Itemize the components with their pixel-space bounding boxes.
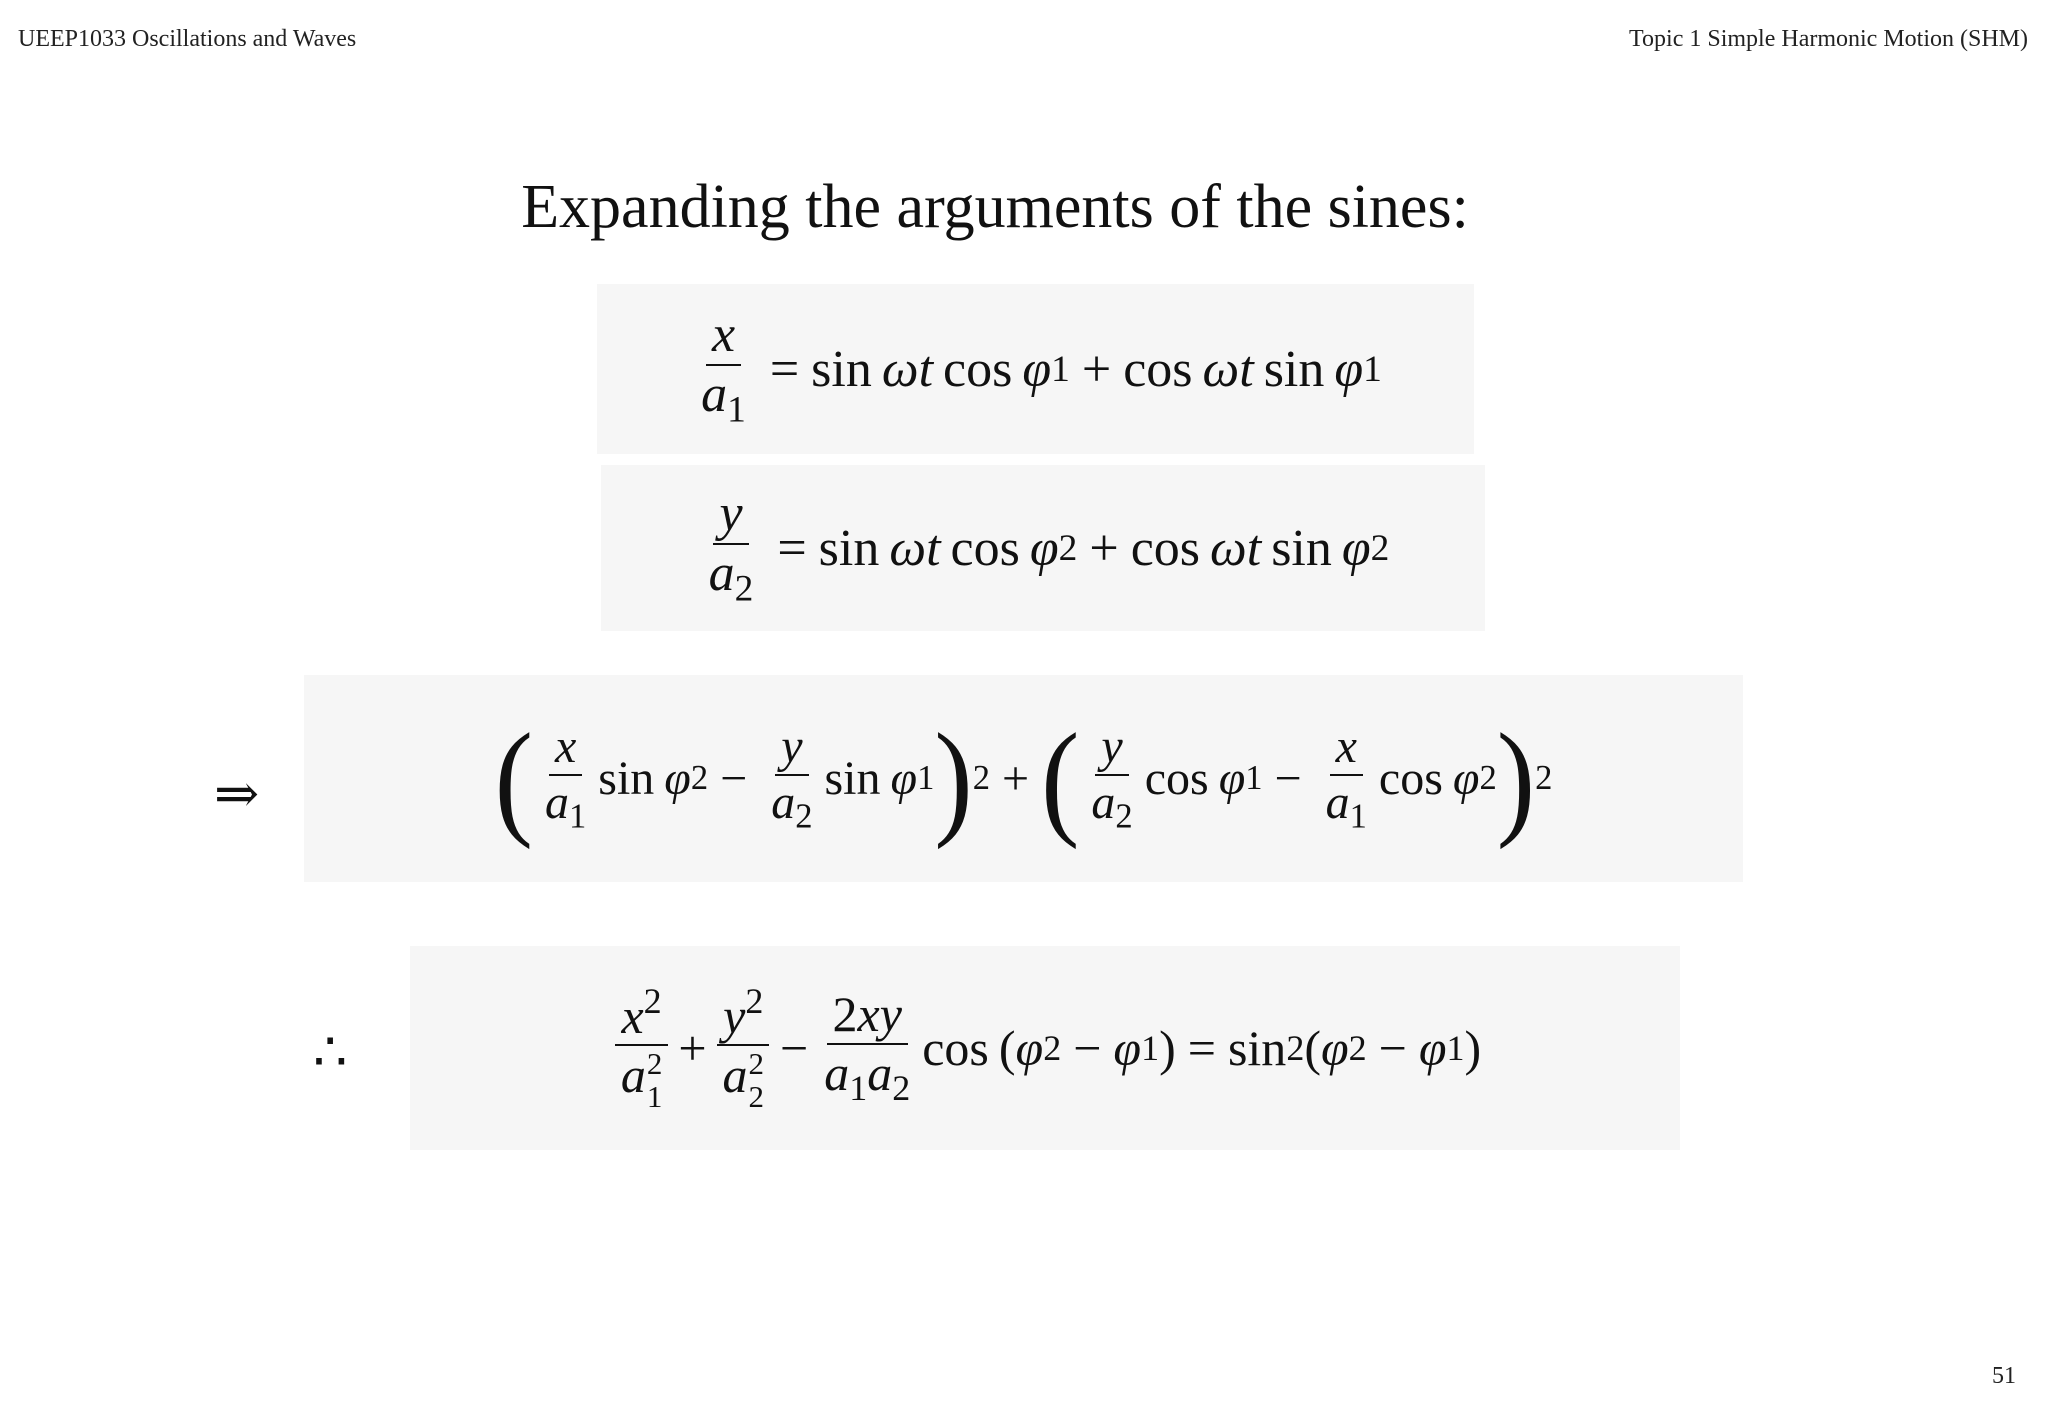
therefore-symbol: ∴: [313, 1022, 348, 1082]
equation-ellipse-box: [410, 946, 1680, 1150]
page-number: 51: [1992, 1363, 2016, 1389]
slide-title: Expanding the arguments of the sines:: [521, 173, 1469, 241]
equation-ellipse: $x^2$ a 2 1 + $y^2$ a 2 2 − $\frac{2xy}{a_1a_2}$ cos ( φ 2 − φ 1 ) = sin 2 ( φ 2 − φ 1 ): [410, 946, 1680, 1150]
equation-y-box: [601, 465, 1485, 631]
course-header: UEEP1033 Oscillations and Waves: [18, 26, 357, 52]
implies-symbol: ⇒: [214, 764, 260, 824]
equation-y: $\frac{y}{a_2}$ = sin ωt cos φ 2 + cos ωt sin φ 2: [708, 484, 1390, 610]
equation-x: $\frac{x}{a_1}$ = sin ωt cos φ 1 + cos ωt sin φ 1: [701, 305, 1382, 431]
topic-header: Topic 1 Simple Harmonic Motion (SHM): [1629, 26, 2028, 52]
equation-squared-sum: ( $\frac{x}{a_1}$ sin φ 2 − $\frac{y}{a_2}$ sin φ 1 ) 2 + ( $\frac{y}{a_2}$ cos φ 1 − $\frac{x}{a_1}$ cos φ 2 ) 2: [494, 706, 1553, 851]
equation-x-box: [597, 284, 1474, 454]
equation-squared-sum-box: [304, 675, 1743, 882]
